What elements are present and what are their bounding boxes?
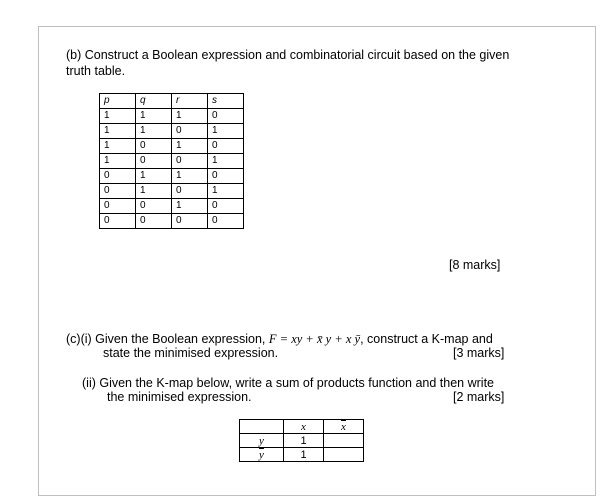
cell: 1 <box>100 109 136 124</box>
table-row <box>100 109 244 124</box>
cell: 1 <box>136 109 172 124</box>
part-b-line2: truth table. <box>66 64 126 78</box>
part-c-i-marks: [3 marks] <box>453 346 505 360</box>
cell: 0 <box>136 214 172 229</box>
k-map-header-row <box>240 420 364 434</box>
part-c-ii-line1: (ii) Given the K-map below, write a sum of products function and then write <box>82 376 494 390</box>
cell: 1 <box>208 154 244 169</box>
table-row <box>240 434 364 448</box>
k-map <box>239 419 364 462</box>
header-p: p <box>100 94 136 109</box>
cell: 0 <box>100 214 136 229</box>
part-c-i-line2: state the minimised expression. <box>103 346 279 360</box>
part-c-ii-line2: the minimised expression. <box>107 390 252 404</box>
header-q: q <box>136 94 172 109</box>
cell: 0 <box>100 184 136 199</box>
k-map-row-y: y <box>240 434 284 448</box>
k-map-row-y-bar: $\overline{y}$ <box>240 448 284 462</box>
table-row <box>100 169 244 184</box>
cell: 1 <box>172 169 208 184</box>
cell: 0 <box>100 169 136 184</box>
table-row <box>100 214 244 229</box>
cell: 1 <box>136 184 172 199</box>
cell: 1 <box>172 199 208 214</box>
cell: 0 <box>172 154 208 169</box>
table-row <box>240 448 364 462</box>
cell: 1 <box>172 109 208 124</box>
boolean-expression: F = xy + x̄ y + x ȳ <box>268 332 361 346</box>
k-map-col-x: x <box>284 420 324 434</box>
cell: 0 <box>208 169 244 184</box>
cell: 0 <box>172 214 208 229</box>
k-map-cell: 1 <box>284 448 324 462</box>
part-c-i-suffix: , construct a K-map and <box>360 332 493 346</box>
k-map-col-x-bar: $\overline{x}$ <box>324 420 364 434</box>
cell: 1 <box>100 154 136 169</box>
table-row <box>100 124 244 139</box>
cell: 1 <box>136 124 172 139</box>
truth-table-header-row <box>100 94 244 109</box>
cell: 1 <box>172 139 208 154</box>
part-b-line1: (b) Construct a Boolean expression and combinatorial circuit based on the given <box>66 48 510 62</box>
cell: 1 <box>208 184 244 199</box>
cell: 1 <box>208 124 244 139</box>
k-map-cell <box>324 434 364 448</box>
cell: 1 <box>136 169 172 184</box>
k-map-corner <box>240 420 284 434</box>
truth-table <box>99 93 244 229</box>
cell: 0 <box>208 109 244 124</box>
cell: 0 <box>208 214 244 229</box>
cell: 0 <box>136 139 172 154</box>
table-row <box>100 184 244 199</box>
cell: 0 <box>100 199 136 214</box>
cell: 1 <box>100 139 136 154</box>
k-map-cell <box>324 448 364 462</box>
part-c-ii-marks: [2 marks] <box>453 390 505 404</box>
cell: 0 <box>208 199 244 214</box>
cell: 0 <box>208 139 244 154</box>
cell: 0 <box>136 199 172 214</box>
cell: 1 <box>100 124 136 139</box>
part-c-i-line1 <box>66 332 493 347</box>
table-row <box>100 199 244 214</box>
cell: 0 <box>172 184 208 199</box>
part-b-marks: [8 marks] <box>449 258 501 272</box>
cell: 0 <box>136 154 172 169</box>
table-row <box>100 154 244 169</box>
header-r: r <box>172 94 208 109</box>
cell: 0 <box>172 124 208 139</box>
part-c-i-prefix: (c)(i) Given the Boolean expression, <box>66 332 269 346</box>
table-row <box>100 139 244 154</box>
k-map-cell: 1 <box>284 434 324 448</box>
header-s: s <box>208 94 244 109</box>
